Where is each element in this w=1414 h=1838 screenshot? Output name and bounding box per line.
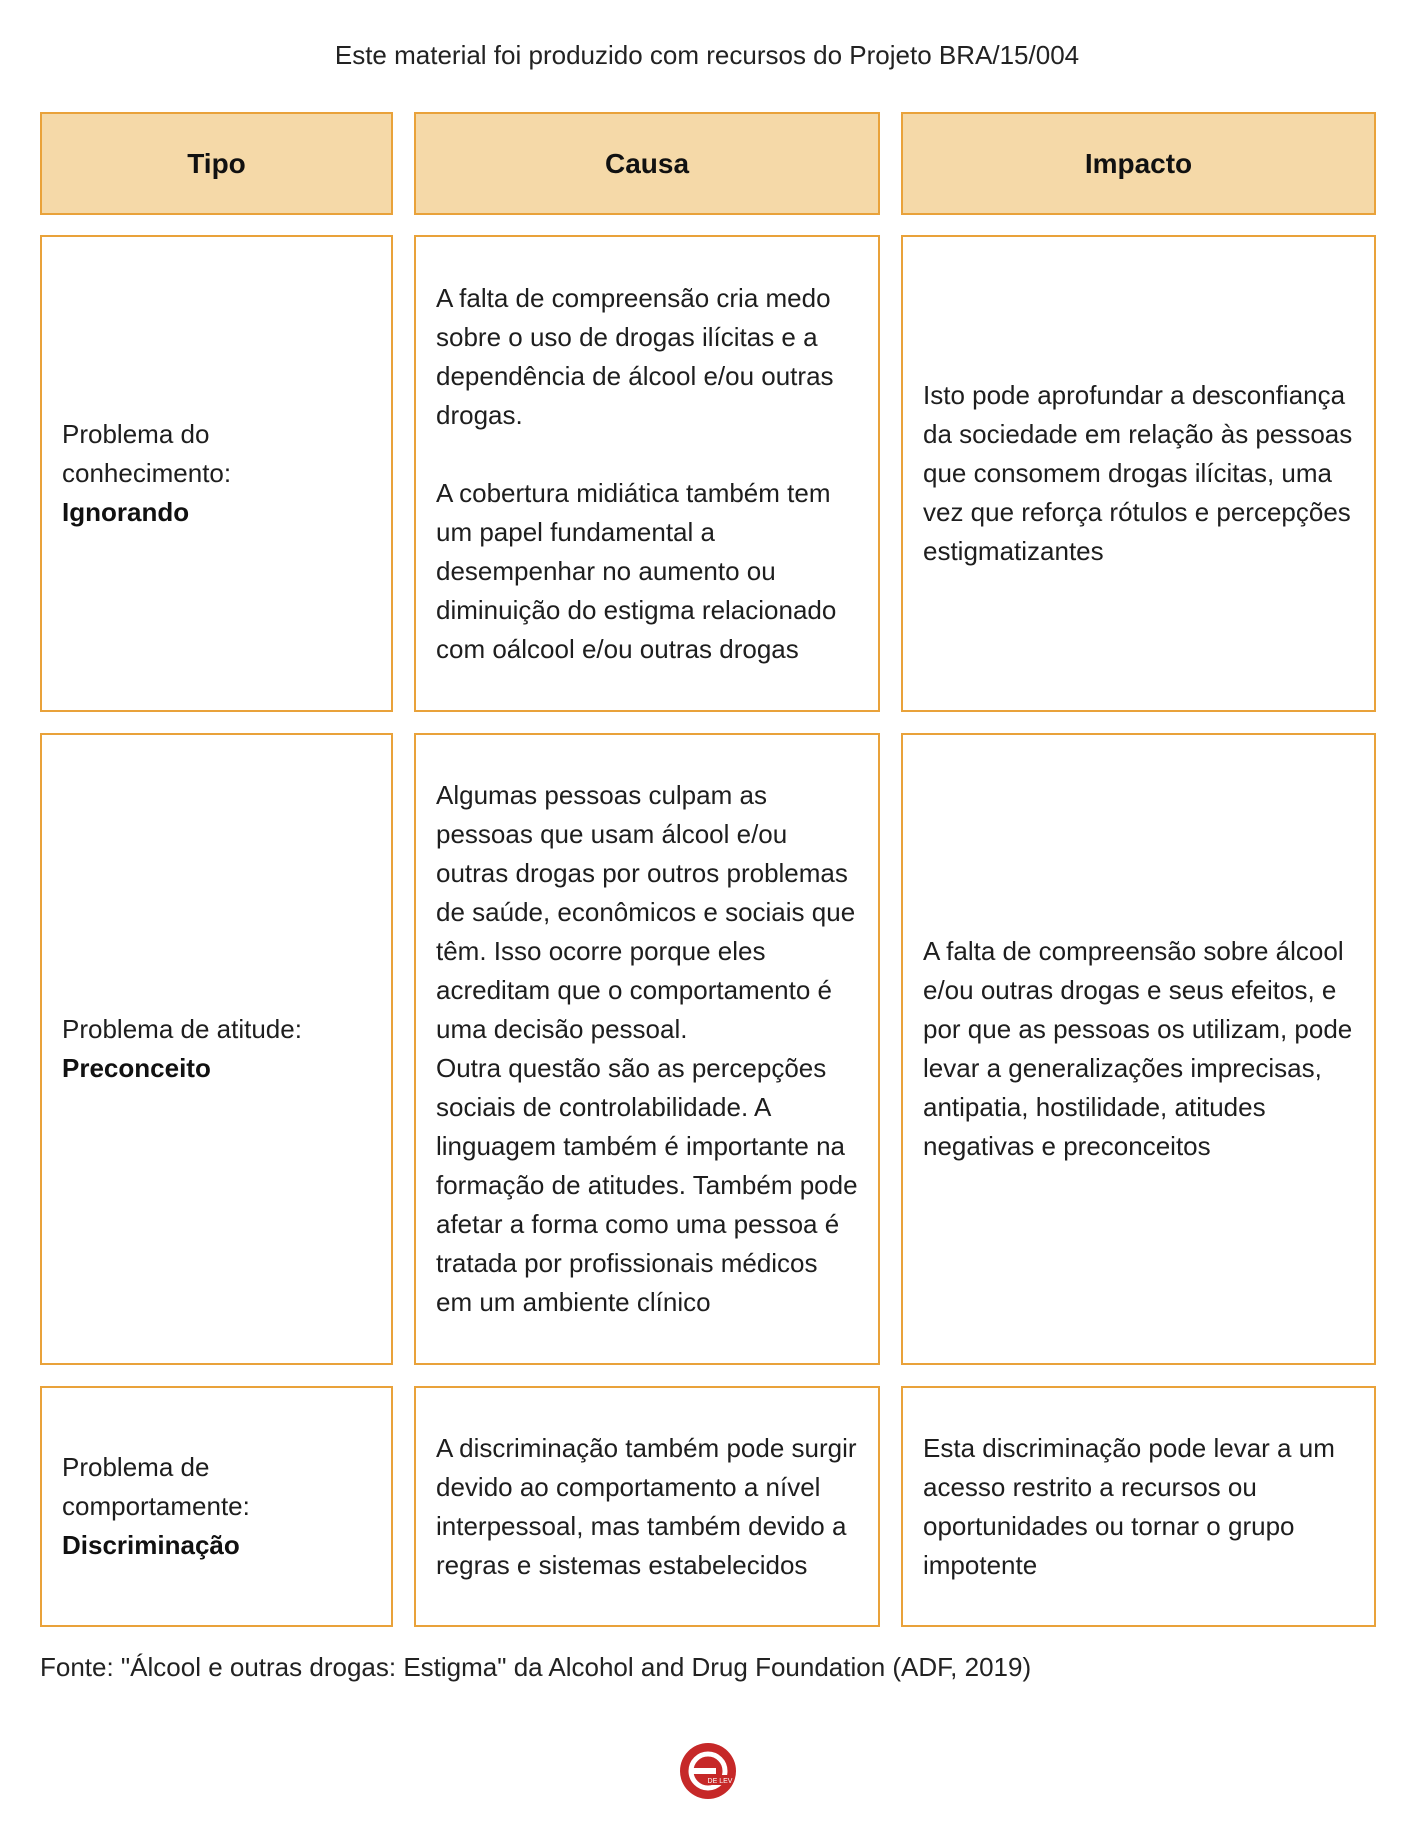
tipo-cell-atitude <box>40 733 393 1365</box>
header-impacto: Impacto <box>901 112 1376 215</box>
causa-paragraph: Outra questão são as percepções sociais de controlabilidade. A linguagem também é importante na formação de atitudes. Também pode afetar a forma como uma pessoa é tratada por profissionais médicos em um ambiente clínico <box>436 1053 858 1317</box>
logo-text: DE LEV <box>707 1778 733 1785</box>
impacto-text: A falta de compreensão sobre álcool e/ou outras drogas e seus efeitos, e por que as pessoas os utilizam, pode levar a generalizações imprecisas, antipatia, hostilidade, atitudes negativas e preconceitos <box>923 936 1353 1161</box>
causa-paragraph: A discriminação também pode surgir devido ao comportamento a nível interpessoal, mas também devido a regras e sistemas estabelecidos <box>436 1432 857 1580</box>
impacto-text: Esta discriminação pode levar a um acesso restrito a recursos ou oportunidades ou tornar o grupo impotente <box>923 1432 1335 1580</box>
source-citation: Fonte: "Álcool e outras drogas: Estigma" da Alcohol and Drug Foundation (ADF, 2019) <box>40 1652 1032 1682</box>
impacto-cell-conhecimento <box>901 235 1376 712</box>
tipo-label: Problema de comportamente: <box>62 1452 250 1521</box>
header-tipo: Tipo <box>40 112 393 215</box>
causa-paragraph: A cobertura midiática também tem um papel fundamental a desempenhar no aumento ou diminuição do estigma relacionado com oálcool e/ou outras drogas <box>436 477 837 664</box>
tipo-bold: Ignorando <box>62 497 190 527</box>
tipo-bold: Preconceito <box>62 1053 211 1083</box>
tipo-cell-comportamento <box>40 1386 393 1627</box>
top-note: Este material foi produzido com recursos do Projeto BRA/15/004 <box>334 40 1080 70</box>
tipo-label: Problema de atitude: <box>62 1014 302 1044</box>
causa-cell-atitude <box>414 733 880 1365</box>
tipo-bold: Discriminação <box>62 1530 240 1560</box>
seal-logo-icon <box>679 1742 737 1800</box>
tipo-label: Problema do conhecimento: <box>62 419 232 488</box>
impacto-cell-atitude <box>901 733 1376 1365</box>
impacto-cell-comportamento <box>901 1386 1376 1627</box>
impacto-text: Isto pode aprofundar a desconfiança da sociedade em relação às pessoas que consomem drogas ilícitas, uma vez que reforça rótulos e percepções estigmatizantes <box>923 380 1353 566</box>
tipo-cell-conhecimento <box>40 235 393 712</box>
causa-cell-comportamento <box>414 1386 880 1627</box>
causa-paragraph: A falta de compreensão cria medo sobre o uso de drogas ilícitas e a dependência de álcool e/ou outras drogas. <box>436 282 834 430</box>
causa-cell-conhecimento <box>414 235 880 712</box>
header-causa: Causa <box>414 112 880 215</box>
causa-paragraph: Algumas pessoas culpam as pessoas que usam álcool e/ou outras drogas por outros problemas de saúde, econômicos e sociais que têm. Isso ocorre porque eles acreditam que o comportamento é uma decisão pessoal. <box>436 780 856 1044</box>
